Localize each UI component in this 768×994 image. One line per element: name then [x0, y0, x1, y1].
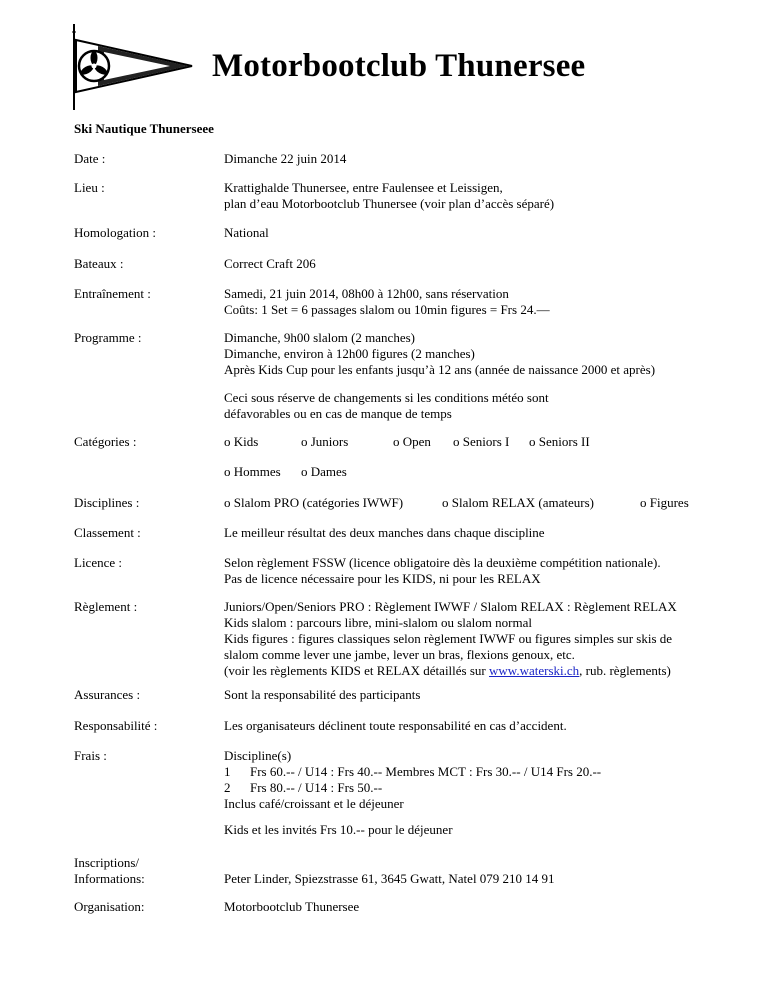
licence-line: Pas de licence nécessaire pour les KIDS, ni pour les RELAX: [224, 571, 541, 586]
programme-line: Après Kids Cup pour les enfants jusqu’à 12 ans (année de naissance 2000 et après): [224, 362, 656, 377]
reglement-label: Règlement :: [74, 599, 138, 614]
date-value: Dimanche 22 juin 2014: [224, 151, 347, 166]
responsabilite-label: Responsabilité :: [74, 718, 158, 733]
frais-kids-note: Kids et les invités Frs 10.-- pour le déjeuner: [224, 822, 453, 837]
inscriptions-label-line: Informations:: [74, 871, 145, 886]
frais-text: Frs 80.-- / U14 : Frs 50.--: [250, 780, 383, 795]
reglement-line-link: [224, 663, 754, 679]
frais-heading: Discipline(s): [224, 748, 292, 763]
assurances-value: Sont la responsabilité des participants: [224, 687, 421, 702]
classement-label: Classement :: [74, 525, 141, 540]
categories-label: Catégories :: [74, 434, 137, 449]
discipline-slalom-pro: o Slalom PRO (catégories IWWF): [224, 495, 404, 510]
licence-label: Licence :: [74, 555, 122, 570]
categories-row-2: [74, 464, 744, 480]
homologation-value: National: [224, 225, 269, 240]
responsabilite-value: Les organisateurs déclinent toute responsabilité en cas d’accident.: [224, 718, 567, 733]
programme-note-line: Ceci sous réserve de changements si les conditions météo sont: [224, 390, 549, 405]
lieu-label: Lieu :: [74, 180, 105, 195]
lieu-line: plan d’eau Motorbootclub Thunersee (voir plan d’accès séparé): [224, 196, 555, 211]
frais-num: 1: [224, 764, 231, 779]
classement-value: Le meilleur résultat des deux manches dans chaque discipline: [224, 525, 545, 540]
organisation-value: Motorbootclub Thunersee: [224, 899, 360, 914]
discipline-figures: o Figures: [640, 495, 689, 510]
bateaux-label: Bateaux :: [74, 256, 124, 271]
entrainement-value: [224, 286, 754, 318]
reglement-link-suffix: , rub. règlements): [579, 663, 671, 678]
frais-text: Frs 60.-- / U14 : Frs 40.-- Membres MCT : Frs 30.-- / U14 Frs 20.--: [250, 764, 602, 779]
category-seniors-1: o Seniors I: [453, 434, 510, 449]
entrainement-line: Samedi, 21 juin 2014, 08h00 à 12h00, sans réservation: [224, 286, 509, 301]
reglement-line: Kids figures : figures classiques selon règlement IWWF ou figures simples sur skis de: [224, 631, 673, 646]
category-dames: o Dames: [301, 464, 347, 479]
categories-row: [74, 434, 744, 450]
programme-line: Dimanche, 9h00 slalom (2 manches): [224, 330, 415, 345]
category-open: o Open: [393, 434, 431, 449]
licence-line: Selon règlement FSSW (licence obligatoire dès la deuxième compétition nationale).: [224, 555, 661, 570]
entrainement-label: Entraînement :: [74, 286, 151, 301]
lieu-value: [224, 180, 754, 212]
organisation-label: Organisation:: [74, 899, 145, 914]
inscriptions-label: [74, 855, 224, 887]
reglement-line: Kids slalom : parcours libre, mini-slalom ou slalom normal: [224, 615, 532, 630]
homologation-label: Homologation :: [74, 225, 156, 240]
frais-num: 2: [224, 780, 231, 795]
reglement-value: [224, 599, 754, 679]
frais-row-1: [224, 764, 754, 780]
frais-value: [224, 748, 754, 812]
bateaux-value: Correct Craft 206: [224, 256, 316, 271]
frais-label: Frais :: [74, 748, 107, 763]
category-hommes: o Hommes: [224, 464, 281, 479]
assurances-label: Assurances :: [74, 687, 141, 702]
frais-row-2: [224, 780, 754, 796]
category-seniors-2: o Seniors II: [529, 434, 590, 449]
date-label: Date :: [74, 151, 106, 166]
reglement-line: slalom comme lever une jambe, lever un bras, flexions genoux, etc.: [224, 647, 575, 662]
club-title: Motorbootclub Thunersee: [212, 48, 586, 84]
entrainement-line: Coûts: 1 Set = 6 passages slalom ou 10min figures = Frs 24.—: [224, 302, 550, 317]
reglement-link-prefix: (voir les règlements KIDS et RELAX détaillés sur: [224, 663, 489, 678]
inscriptions-label-line: Inscriptions/: [74, 855, 139, 870]
reglement-line: Juniors/Open/Seniors PRO : Règlement IWWF / Slalom RELAX : Règlement RELAX: [224, 599, 677, 614]
category-juniors: o Juniors: [301, 434, 349, 449]
inscriptions-row: [74, 855, 744, 887]
disciplines-label: Disciplines :: [74, 495, 140, 510]
programme-label: Programme :: [74, 330, 142, 345]
programme-note-line: défavorables ou en cas de manque de temps: [224, 406, 452, 421]
waterski-link[interactable]: www.waterski.ch: [489, 663, 580, 678]
programme-value: [224, 330, 754, 378]
category-kids: o Kids: [224, 434, 259, 449]
document-subtitle: Ski Nautique Thunerseee: [74, 121, 214, 136]
licence-value: [224, 555, 754, 587]
disciplines-row: [74, 495, 744, 511]
club-flag-logo: [58, 22, 198, 112]
programme-line: Dimanche, environ à 12h00 figures (2 manches): [224, 346, 475, 361]
frais-inclus: Inclus café/croissant et le déjeuner: [224, 796, 404, 811]
discipline-slalom-relax: o Slalom RELAX (amateurs): [442, 495, 594, 510]
lieu-line: Krattighalde Thunersee, entre Faulensee et Leissigen,: [224, 180, 503, 195]
inscriptions-value: Peter Linder, Spiezstrasse 61, 3645 Gwatt, Natel 079 210 14 91: [224, 871, 555, 886]
